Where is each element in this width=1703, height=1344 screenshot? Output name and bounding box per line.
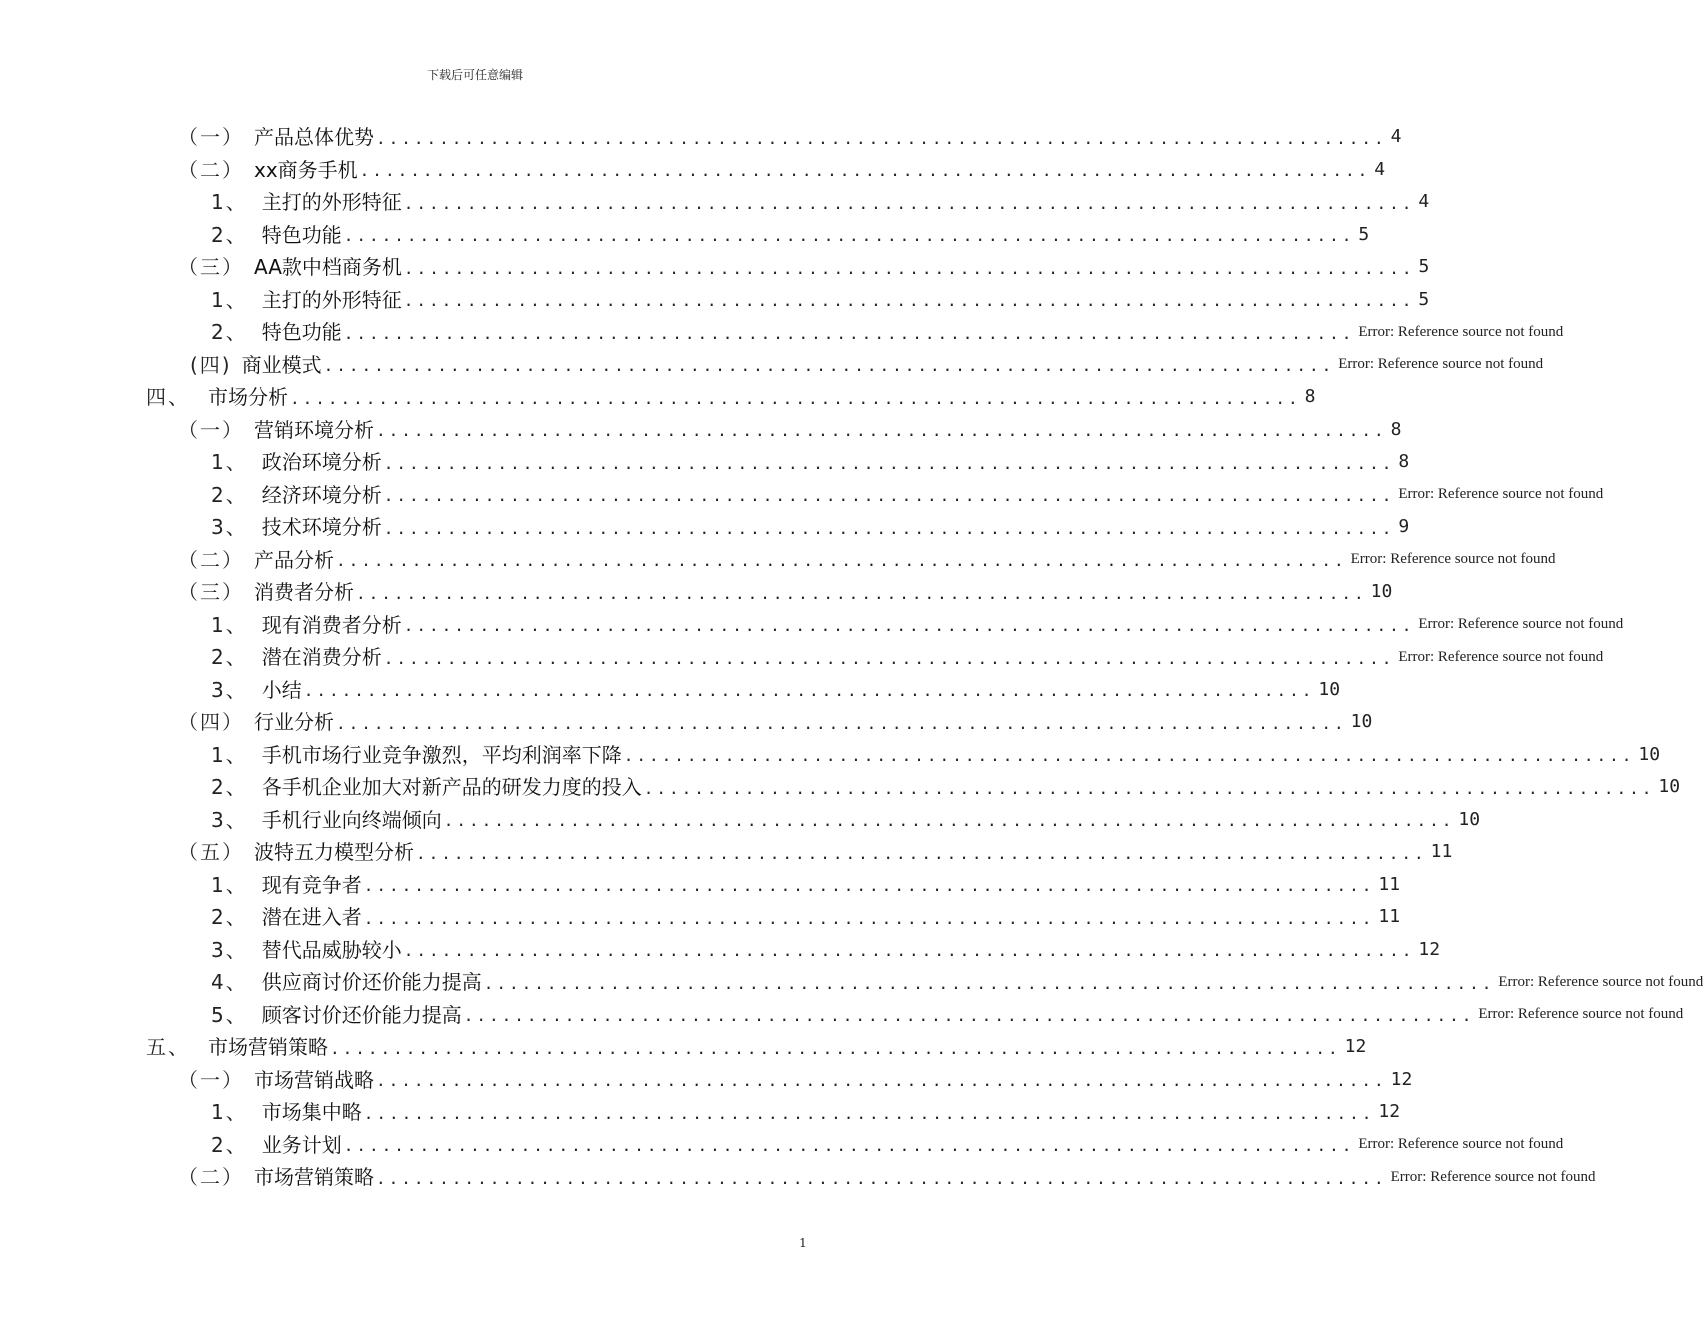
toc-entry-title: 市场集中略 [261, 1100, 362, 1125]
toc-page-number: 4 [1390, 126, 1402, 148]
toc-page-number: 8 [1304, 386, 1316, 408]
toc-entry[interactable] [0, 999, 1684, 1032]
toc-leader-dots: ................................................................................ [343, 1136, 1355, 1155]
toc-leader-dots: ................................................................................ [343, 323, 1355, 343]
toc-entry-title: 市场营销策略 [254, 1165, 374, 1190]
toc-entry-number: 2、 [211, 482, 248, 507]
toc-page-number: 8 [1390, 418, 1402, 440]
toc-leader-dots: ................................................................................ [376, 1071, 1387, 1090]
toc-leader-dots: ................................................................................ [336, 713, 1347, 733]
toc-entry-title: 手机市场行业竞争激烈，平均利润率下降 [261, 742, 622, 767]
toc-entry-number: 1、 [211, 450, 248, 475]
toc-reference-error: Error: Reference source not found [1338, 356, 1544, 373]
toc-leader-dots: ................................................................................ [330, 1038, 1341, 1058]
toc-page-number: 11 [1378, 873, 1401, 895]
toc-leader-dots: ................................................................................ [483, 973, 1495, 993]
toc-entry-number: （一） [178, 125, 244, 150]
toc-entry[interactable] [0, 219, 1370, 252]
toc-page-number: 9 [1398, 516, 1410, 538]
toc-entry-title: 技术环境分析 [261, 515, 382, 540]
toc-leader-dots: ................................................................................ [303, 681, 1315, 700]
toc-entry[interactable] [0, 739, 1661, 772]
toc-entry-title: xx商务手机 [254, 157, 358, 182]
toc-leader-dots: ................................................................................ [403, 258, 1415, 278]
header-note: 下载后可任意编辑 [426, 68, 523, 82]
toc-leader-dots: ................................................................................ [403, 291, 1415, 310]
toc-entry-number: （二） [178, 1165, 244, 1190]
toc-entry[interactable] [0, 674, 1341, 707]
toc-leader-dots: ................................................................................ [376, 421, 1387, 440]
toc-entry-number: 5、 [211, 1002, 248, 1027]
toc-entry-number: 2、 [211, 320, 248, 345]
toc-entry[interactable] [0, 479, 1604, 512]
toc-entry-number: 1、 [211, 612, 248, 637]
toc-reference-error: Error: Reference source not found [1478, 1006, 1684, 1023]
toc-page-number: 4 [1374, 158, 1386, 180]
toc-entry-title: 经济环境分析 [261, 482, 382, 507]
toc-entry[interactable] [0, 836, 1453, 869]
toc-entry[interactable] [0, 349, 1544, 382]
toc-leader-dots: ................................................................................ [443, 811, 1455, 830]
toc-entry-number: （一） [178, 1067, 244, 1092]
toc-page-number: 5 [1358, 223, 1370, 245]
toc-entry-title: 波特五力模型分析 [254, 840, 414, 865]
toc-entry-number: 2、 [211, 1132, 248, 1157]
toc-leader-dots: ................................................................................ [403, 616, 1415, 635]
toc-leader-dots: ................................................................................ [383, 648, 1395, 668]
toc-entry-title: 主打的外形特征 [261, 190, 402, 215]
toc-entry[interactable] [0, 771, 1681, 804]
toc-leader-dots: ................................................................................ [383, 518, 1395, 538]
toc-entry[interactable] [0, 706, 1373, 739]
toc-entry-title: AA款中档商务机 [254, 255, 402, 280]
toc-entry[interactable] [0, 609, 1624, 642]
toc-entry-number: 2、 [211, 645, 248, 670]
toc-page-number: 10 [1318, 678, 1341, 700]
toc-leader-dots: ................................................................................ [416, 843, 1427, 863]
toc-page-number: 8 [1398, 451, 1410, 473]
toc-entry-number: （五） [178, 840, 244, 865]
toc-reference-error: Error: Reference source not found [1390, 1168, 1596, 1185]
toc-entry-number: 2、 [211, 905, 248, 930]
toc-leader-dots: ................................................................................ [363, 908, 1375, 928]
toc-leader-dots: ................................................................................ [356, 583, 1367, 603]
toc-entry-title: 特色功能 [261, 222, 342, 247]
toc-entry-title: 主打的外形特征 [261, 287, 402, 312]
toc-reference-error: Error: Reference source not found [1498, 973, 1703, 990]
toc-entry-number: 1、 [211, 1100, 248, 1125]
page-number: 1 [799, 1236, 807, 1250]
toc-entry[interactable] [0, 1129, 1564, 1162]
toc-entry-title: 潜在进入者 [261, 905, 362, 930]
toc-entry-title: 手机行业向终端倾向 [261, 807, 442, 832]
toc-leader-dots: ................................................................................ [383, 453, 1395, 473]
toc-entry-title: 潜在消费分析 [261, 645, 382, 670]
toc-entry-number: 四、 [146, 385, 190, 410]
toc-entry[interactable] [0, 1064, 1413, 1097]
toc-entry-number: （二） [178, 157, 244, 182]
toc-entry-number: 1、 [211, 190, 248, 215]
toc-leader-dots: ................................................................................ [363, 1103, 1375, 1123]
toc-entry-number: （二） [178, 547, 244, 572]
toc-entry[interactable] [0, 121, 1402, 154]
toc-page-number: 12 [1390, 1068, 1413, 1090]
toc-leader-dots: ................................................................................ [363, 876, 1375, 895]
toc-entry-title: 政治环境分析 [261, 450, 382, 475]
toc-leader-dots: ................................................................................ [383, 486, 1395, 505]
toc-page-number: 11 [1430, 841, 1453, 863]
toc-entry-title: 业务计划 [261, 1132, 342, 1157]
toc-entry-number: 五、 [146, 1035, 190, 1060]
toc-entry-title: 顾客讨价还价能力提高 [261, 1002, 462, 1027]
toc-entry[interactable] [0, 511, 1410, 544]
toc-entry-number: 1、 [211, 287, 248, 312]
toc-page-number: 11 [1378, 906, 1401, 928]
toc-page-number: 12 [1344, 1036, 1367, 1058]
toc-leader-dots: ................................................................................ [359, 161, 1371, 180]
toc-page-number: 4 [1418, 191, 1430, 213]
toc-entry-title: 市场分析 [208, 385, 288, 410]
toc-entry-title: 产品总体优势 [254, 125, 374, 150]
table-of-contents [0, 121, 1703, 1194]
toc-entry[interactable] [0, 966, 1703, 999]
toc-entry-number: 3、 [211, 807, 248, 832]
toc-entry[interactable] [0, 316, 1564, 349]
toc-entry-title: 行业分析 [254, 710, 334, 735]
toc-page-number: 10 [1350, 711, 1373, 733]
toc-entry-number: （一） [178, 417, 244, 442]
toc-entry-title: 各手机企业加大对新产品的研发力度的投入 [261, 775, 642, 800]
toc-entry-title: 小结 [261, 677, 302, 702]
toc-entry[interactable] [0, 1031, 1367, 1064]
toc-page-number: 10 [1658, 776, 1681, 798]
toc-entry-number: （三） [178, 255, 244, 280]
toc-leader-dots: ................................................................................ [376, 128, 1387, 148]
toc-page-number: 10 [1638, 743, 1661, 765]
toc-entry-title: 特色功能 [261, 320, 342, 345]
toc-reference-error: Error: Reference source not found [1350, 551, 1556, 568]
toc-entry-title: 消费者分析 [254, 580, 354, 605]
toc-entry-title: 现有消费者分析 [261, 612, 402, 637]
toc-reference-error: Error: Reference source not found [1398, 648, 1604, 665]
toc-entry[interactable] [0, 284, 1430, 317]
toc-leader-dots: ................................................................................ [403, 941, 1415, 960]
toc-leader-dots: ................................................................................ [643, 778, 1655, 798]
toc-page-number: 10 [1370, 581, 1393, 603]
toc-entry[interactable] [0, 414, 1402, 447]
toc-entry[interactable] [0, 1096, 1401, 1129]
toc-leader-dots: ................................................................................ [323, 356, 1335, 375]
toc-entry-title: 供应商讨价还价能力提高 [261, 970, 482, 995]
toc-entry-title: 产品分析 [254, 547, 334, 572]
toc-page-number: 12 [1378, 1101, 1401, 1123]
toc-page-number: 12 [1418, 938, 1441, 960]
toc-entry-title: 市场营销战略 [254, 1067, 374, 1092]
toc-entry-number: 3、 [211, 677, 248, 702]
toc-entry[interactable] [0, 576, 1393, 609]
toc-leader-dots: ................................................................................ [336, 551, 1347, 570]
toc-entry-number: 1、 [211, 742, 248, 767]
toc-leader-dots: ................................................................................ [343, 226, 1355, 245]
toc-leader-dots: ................................................................................ [290, 388, 1301, 408]
toc-leader-dots: ................................................................................ [376, 1168, 1387, 1188]
toc-page-number: 5 [1418, 256, 1430, 278]
toc-entry[interactable] [0, 251, 1430, 284]
toc-entry-title: 现有竞争者 [261, 872, 362, 897]
toc-entry-title: 市场营销策略 [208, 1035, 328, 1060]
toc-entry[interactable] [0, 901, 1401, 934]
toc-entry-number: 2、 [211, 775, 248, 800]
toc-entry[interactable] [0, 446, 1410, 479]
toc-entry[interactable] [0, 1161, 1596, 1194]
toc-entry[interactable] [0, 154, 1386, 187]
toc-reference-error: Error: Reference source not found [1398, 486, 1604, 503]
toc-reference-error: Error: Reference source not found [1418, 616, 1624, 633]
toc-entry[interactable] [0, 934, 1441, 967]
toc-page-number: 10 [1458, 808, 1481, 830]
toc-entry-number: 3、 [211, 937, 248, 962]
toc-reference-error: Error: Reference source not found [1358, 1136, 1564, 1153]
toc-entry-number: （三） [178, 580, 244, 605]
toc-entry[interactable] [0, 641, 1604, 674]
toc-entry[interactable] [0, 186, 1430, 219]
toc-entry[interactable] [0, 544, 1556, 577]
toc-entry-title: 营销环境分析 [254, 417, 374, 442]
toc-page-number: 5 [1418, 288, 1430, 310]
toc-entry-number: （四） [178, 710, 244, 735]
toc-entry-number: 2、 [211, 222, 248, 247]
toc-entry-number: 1、 [211, 872, 248, 897]
toc-entry-number: 3、 [211, 515, 248, 540]
toc-leader-dots: ................................................................................ [463, 1006, 1475, 1025]
toc-entry[interactable] [0, 869, 1401, 902]
toc-entry-title: 商业模式 [241, 352, 322, 377]
toc-entry[interactable] [0, 804, 1481, 837]
toc-entry[interactable] [0, 381, 1316, 414]
toc-reference-error: Error: Reference source not found [1358, 323, 1564, 340]
toc-entry-number: (四) [190, 352, 232, 377]
toc-leader-dots: ................................................................................ [623, 746, 1635, 765]
toc-entry-number: 4、 [211, 970, 248, 995]
toc-leader-dots: ................................................................................ [403, 193, 1415, 213]
toc-entry-title: 替代品威胁较小 [261, 937, 402, 962]
